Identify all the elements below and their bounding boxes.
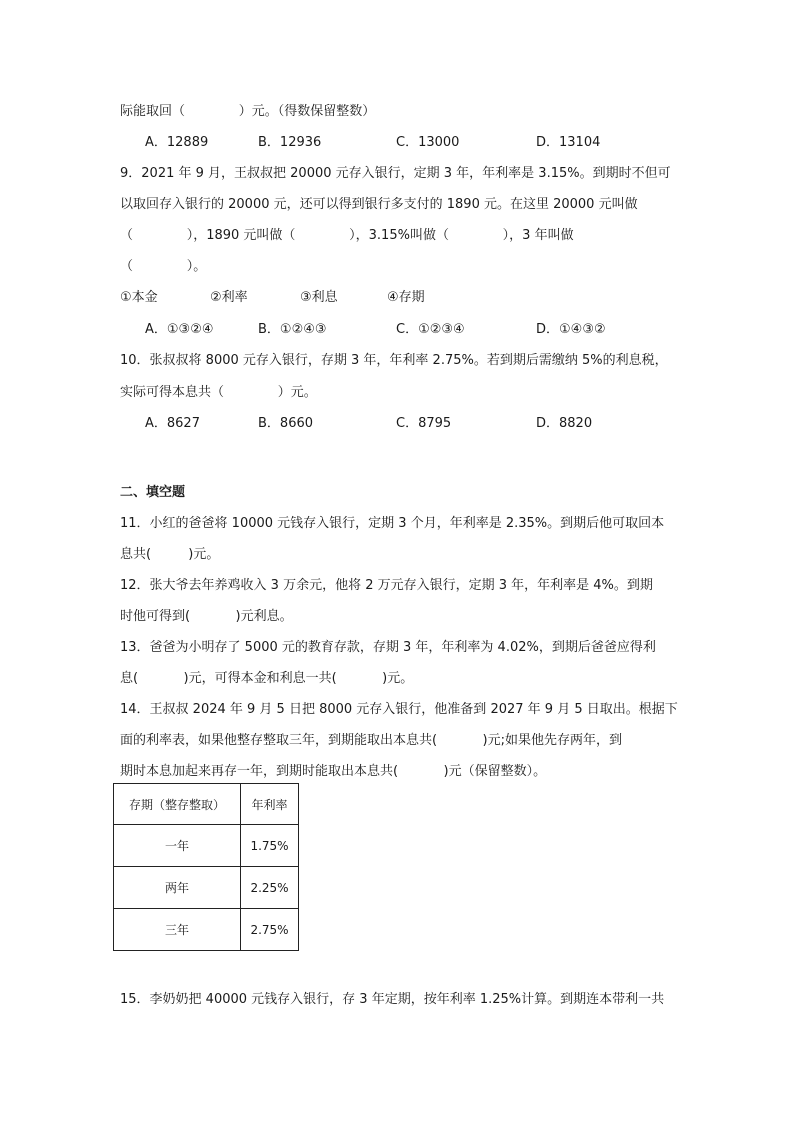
table-cell-term: 三年 (114, 909, 241, 951)
table-header-rate: 年利率 (241, 784, 299, 825)
q13-line-2: 息( )元，可得本金和利息一共( )元。 (120, 671, 414, 686)
q13-line-1: 13．爸爸为小明存了 5000 元的教育存款，存期 3 年，年利率为 4.02%，到期后爸爸应得利 (120, 640, 656, 655)
q12-line-1: 12．张大爷去年养鸡收入 3 万余元，他将 2 万元存入银行，定期 3 年，年利率是 4%。到期 (120, 578, 653, 593)
q9-line-2: 以取回存入银行的 20000 元，还可以得到银行多支付的 1890 元。在这里 20000 元叫做 (120, 197, 638, 212)
q10-options (120, 414, 680, 434)
interest-rate-table (113, 783, 299, 951)
q10-option-c[interactable]: C．8795 (396, 416, 452, 431)
q8-option-c[interactable]: C．13000 (396, 135, 460, 150)
table-header-term: 存期（整存整取） (114, 784, 241, 825)
q9-option-a[interactable]: A．①③②④ (145, 322, 214, 337)
q9-choice-2: ②利率 (210, 290, 248, 305)
q9-choice-4: ④存期 (387, 290, 425, 305)
q10-option-b[interactable]: B．8660 (258, 416, 314, 431)
q14-line-3: 期时本息加起来再存一年，到期时能取出本息共( )元（保留整数）。 (120, 764, 547, 779)
q14-line-1: 14．王叔叔 2024 年 9 月 5 日把 8000 元存入银行，他准备到 2027 年 9 月 5 日取出。根据下 (120, 702, 678, 717)
q9-option-d[interactable]: D．①④③② (536, 322, 606, 337)
table-cell-rate: 2.25% (241, 867, 299, 909)
table-cell-term: 两年 (114, 867, 241, 909)
table-cell-rate: 1.75% (241, 825, 299, 867)
q10-option-a[interactable]: A．8627 (145, 416, 200, 431)
q8-text-tail: 际能取回（ ）元。（得数保留整数） (120, 104, 376, 119)
q8-option-d[interactable]: D．13104 (536, 135, 601, 150)
q9-line-4: （ ）。 (120, 259, 207, 274)
table-cell-rate: 2.75% (241, 909, 299, 951)
table-row (114, 825, 299, 867)
q9-line-1: 9．2021 年 9 月，王叔叔把 20000 元存入银行，定期 3 年，年利率是 3.15%。到期时不但可 (120, 166, 671, 181)
q9-line-3: （ ），1890 元叫做（ ），3.15%叫做（ ），3 年叫做 (120, 228, 574, 243)
table-row (114, 909, 299, 951)
q12-line-2: 时他可得到( )元利息。 (120, 609, 293, 624)
q8-options (120, 133, 680, 153)
q9-choices (120, 288, 680, 308)
table-cell-term: 一年 (114, 825, 241, 867)
q9-option-b[interactable]: B．①②④③ (258, 322, 327, 337)
q10-option-d[interactable]: D．8820 (536, 416, 593, 431)
q10-line-2: 实际可得本息共（ ）元。 (120, 385, 317, 400)
q14-line-2: 面的利率表，如果他整存整取三年，到期能取出本息共( )元;如果他先存两年，到 (120, 733, 622, 748)
q9-option-c[interactable]: C．①②③④ (396, 322, 465, 337)
q9-choice-3: ③利息 (300, 290, 338, 305)
q11-line-1: 11．小红的爸爸将 10000 元钱存入银行，定期 3 个月，年利率是 2.35%。到期后他可取回本 (120, 516, 665, 531)
q15-line-1: 15．李奶奶把 40000 元钱存入银行，存 3 年定期，按年利率 1.25%计算。到期连本带利一共 (120, 992, 665, 1007)
table-row (114, 867, 299, 909)
q9-choice-1: ①本金 (120, 290, 158, 305)
section-title-fill-in: 二、填空题 (120, 485, 186, 500)
q10-line-1: 10．张叔叔将 8000 元存入银行，存期 3 年，年利率 2.75%。若到期后需缴纳 5%的利息税， (120, 353, 668, 368)
q8-option-a[interactable]: A．12889 (145, 135, 209, 150)
q9-options (120, 320, 680, 340)
q8-option-b[interactable]: B．12936 (258, 135, 322, 150)
q11-line-2: 息共( )元。 (120, 547, 220, 562)
table-header-row (114, 784, 299, 825)
